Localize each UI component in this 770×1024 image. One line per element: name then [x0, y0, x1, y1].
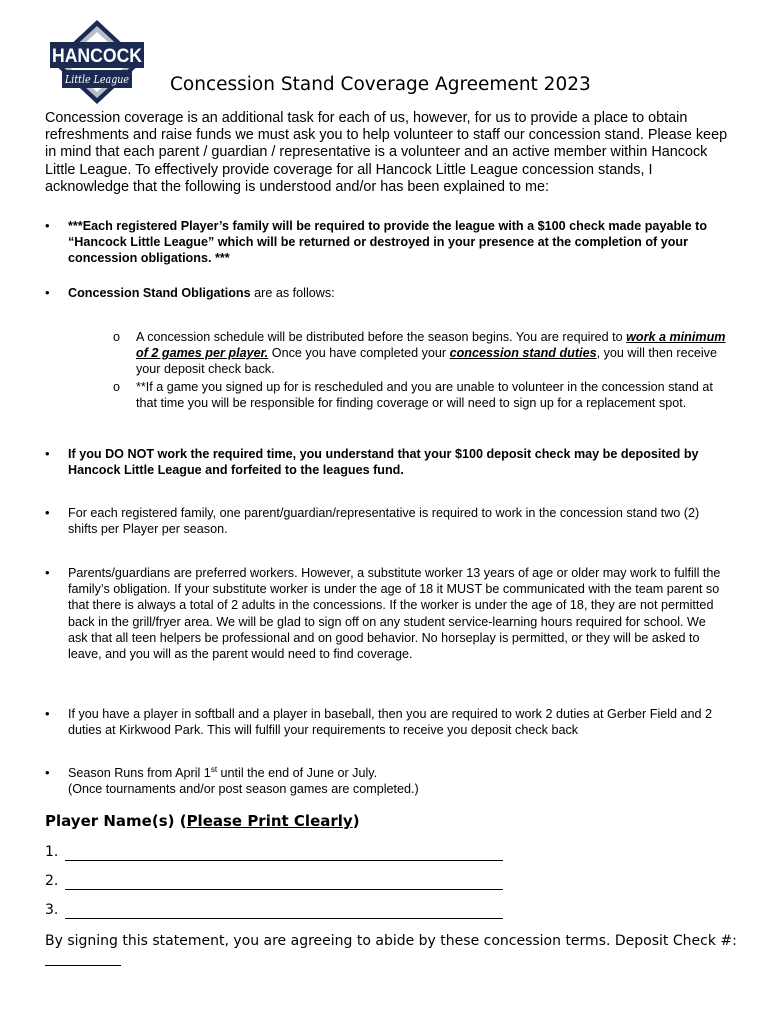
bullet-marker: •: [45, 505, 50, 520]
signing-statement-text: By signing this statement, you are agreeing to abide by these concession terms. Deposit Check #:: [45, 933, 737, 949]
player-name-row-1: [45, 844, 515, 864]
player-name-row-3: [45, 902, 515, 922]
sub-item-schedule-text: [136, 329, 726, 378]
bullet-marker: •: [45, 285, 50, 300]
bullet-forfeit-text: If you DO NOT work the required time, you understand that your $100 deposit check may be deposited by Hancock Little League and forfeited to the leagues fund.: [68, 447, 699, 478]
schedule-duties: concession stand duties: [449, 346, 597, 361]
deposit-check-number-line[interactable]: [45, 951, 121, 966]
bullet-season-text: [68, 765, 723, 797]
logo-line1: HANCOCK: [52, 46, 143, 67]
season-text-c: (Once tournaments and/or post season games are completed.): [68, 782, 419, 797]
season-ordinal: st: [210, 764, 218, 774]
bullet-obligations-text: [68, 285, 723, 301]
player-name-line-1[interactable]: [65, 860, 503, 861]
schedule-requirement: work a minimum of 2 games per player.: [136, 330, 726, 361]
bullet-substitute-text: Parents/guardians are preferred workers. However, a substitute worker 13 years of age or older may work to fulfill the family’s obligation. If your substitute worker is under the age of 18 it MUST be communicated with the team parent so that there is always a total of 2 adults in the concessions. If the worker is under the age of 18, they are not permitted back in the grill/fryer area. We will be glad to sign off on any student service-learning hours required for school. We ask that all teen helpers be professional and on good behavior. No horseplay is permitted, or they will be asked to leave, and you will as the parent would need to find coverage.: [68, 566, 721, 662]
bullet-family-shifts-text: For each registered family, one parent/guardian/representative is required to work in the concession stand two (2) shifts per Player per season.: [68, 506, 700, 537]
player-name-number: 1.: [45, 844, 59, 860]
player-name-line-2[interactable]: [65, 889, 503, 890]
schedule-text-a: A concession schedule will be distributed before the season begins. You are required to: [136, 330, 627, 344]
hancock-little-league-logo: [48, 18, 146, 106]
intro-paragraph: Concession coverage is an additional task for each of us, however, for us to provide a place to obtain refreshments and raise funds we must ask you to help volunteer to staff our concession stand. Please keep in mind that each parent / guardian / representative is a volunteer and an active member within Hancock Little League. To effectively provide coverage for all Hancock Little League concession stands, I acknowledge that the following is understood and/or has been explained to me:: [45, 110, 728, 195]
player-name-line-3[interactable]: [65, 918, 503, 919]
bullet-marker: •: [45, 706, 50, 721]
obligations-suffix: are as follows:: [250, 286, 335, 300]
player-name-number: 3.: [45, 902, 59, 918]
obligations-label: Concession Stand Obligations: [68, 286, 251, 300]
season-text-a: Season Runs from April 1: [68, 766, 211, 780]
bullet-marker: •: [45, 446, 50, 461]
player-name-number: 2.: [45, 873, 59, 889]
bullet-softball-baseball-text: If you have a player in softball and a player in baseball, then you are required to work 2 duties at Gerber Field and 2 duties at Kirkwood Park. This will fulfill your requirements to receive you deposit check back: [68, 707, 713, 738]
player-heading-underlined: Please Print Clearly: [186, 812, 353, 830]
sub-item-marker: o: [113, 380, 121, 394]
signing-statement: [45, 931, 745, 972]
player-names-heading: [45, 812, 360, 830]
bullet-marker: •: [45, 218, 50, 233]
logo-line2: Little League: [64, 73, 130, 86]
sub-item-marker: o: [113, 330, 121, 344]
player-heading-prefix: Player Name(s) (: [45, 812, 187, 830]
player-heading-suffix: ): [352, 812, 360, 830]
season-text-b: until the end of June or July.: [217, 766, 378, 780]
bullet-marker: •: [45, 765, 50, 780]
page-title: Concession Stand Coverage Agreement 2023: [170, 74, 591, 95]
sub-item-reschedule-text: **If a game you signed up for is rescheduled and you are unable to volunteer in the concession stand at that time you will be responsible for finding coverage or will need to sign up for a replacement spot.: [136, 380, 713, 411]
schedule-text-b: Once you have completed your: [268, 346, 450, 361]
bullet-marker: •: [45, 565, 50, 580]
bullet-deposit-text: ***Each registered Player’s family will be required to provide the league with a $100 check made payable to “Hancock Little League” which will be returned or destroyed in your presence at the completion of your concession obligations. ***: [68, 219, 708, 266]
schedule-text-c: , you will then receive your deposit check back.: [136, 346, 717, 377]
player-name-row-2: [45, 873, 515, 893]
